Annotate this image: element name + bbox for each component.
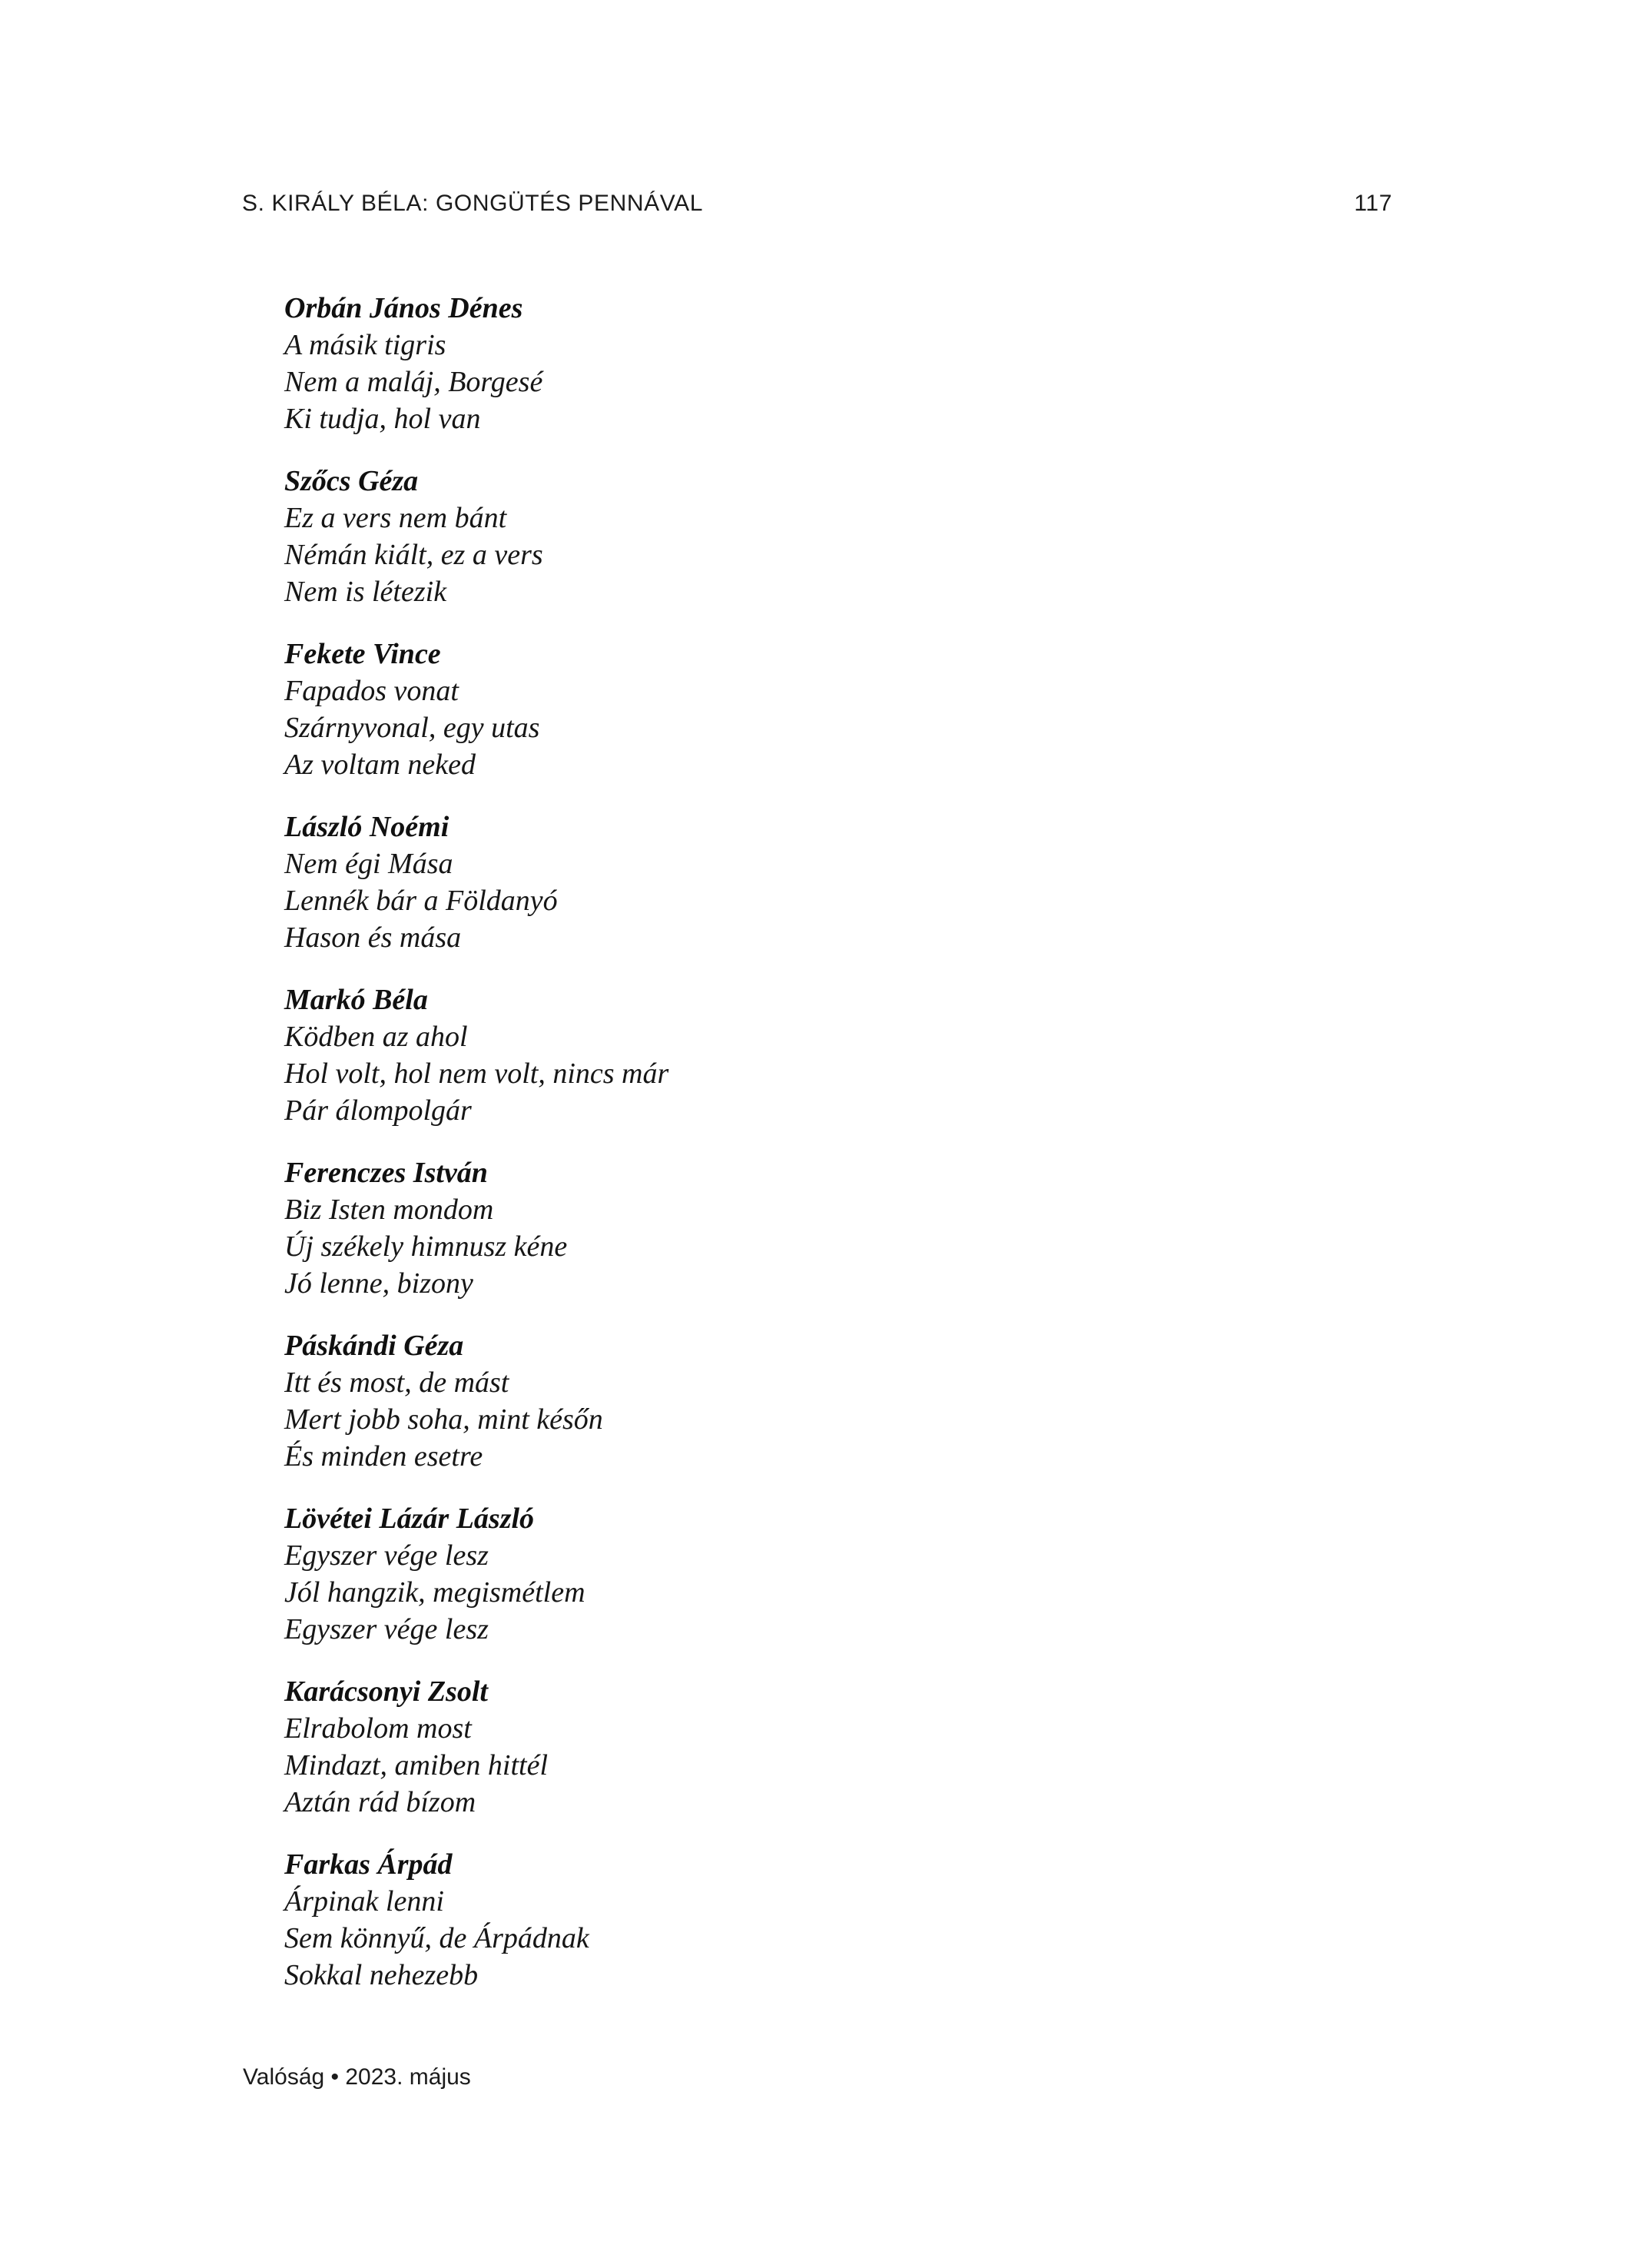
poem-line: Biz Isten mondom: [284, 1194, 494, 1226]
poem-line: Pár álompolgár: [284, 1094, 472, 1127]
poem-line: Nem égi Mása: [284, 848, 453, 880]
poem-line: Az voltam neked: [284, 749, 476, 781]
poem-line: Hol volt, hol nem volt, nincs már: [284, 1058, 669, 1090]
poem-line: Új székely himnusz kéne: [284, 1230, 568, 1263]
poem-line: Nem a maláj, Borgesé: [284, 366, 543, 398]
poem-block: [284, 981, 1360, 1129]
poem-line: Aztán rád bízom: [284, 1786, 476, 1818]
poem-author: Karácsonyi Zsolt: [284, 1675, 488, 1708]
poem-line: Sem könnyű, de Árpádnak: [284, 1922, 589, 1954]
poem-author: Fekete Vince: [284, 638, 441, 670]
poem-line: Hason és mása: [284, 921, 462, 954]
poem-line: Itt és most, de mást: [284, 1366, 509, 1399]
poem-author: Orbán János Dénes: [284, 292, 523, 324]
poem-line: Szárnyvonal, egy utas: [284, 712, 540, 744]
poem-block: [284, 1846, 1360, 1994]
poem-block: [284, 1673, 1360, 1821]
poem-line: És minden esetre: [284, 1440, 483, 1473]
poem-block: [284, 1154, 1360, 1302]
poem-block: [284, 809, 1360, 956]
poem-line: Ködben az ahol: [284, 1021, 468, 1053]
journal-footer: [243, 2064, 471, 2090]
poem-author: Ferenczes István: [284, 1157, 488, 1189]
poem-block: [284, 1327, 1360, 1475]
poem-author: Farkas Árpád: [284, 1848, 453, 1881]
poem-line: Jó lenne, bizony: [284, 1267, 473, 1300]
poem-line: Ez a vers nem bánt: [284, 502, 507, 534]
poem-list: [284, 290, 1360, 2019]
poem-block: [284, 636, 1360, 783]
poem-line: Egyszer vége lesz: [284, 1539, 489, 1572]
journal-footer-text: Valóság • 2023. május: [243, 2064, 471, 2090]
poem-line: Mert jobb soha, mint későn: [284, 1403, 603, 1436]
poem-author: Páskándi Géza: [284, 1330, 464, 1362]
poem-line: Árpinak lenni: [284, 1885, 444, 1918]
poem-line: Lennék bár a Földanyó: [284, 885, 558, 917]
running-header-title: S. KIRÁLY BÉLA: GONGÜTÉS PENNÁVAL: [242, 191, 703, 216]
poem-line: Elrabolom most: [284, 1712, 472, 1745]
poem-block: [284, 463, 1360, 610]
poem-author: László Noémi: [284, 811, 449, 843]
poem-line: A másik tigris: [284, 329, 446, 361]
poem-author: Markó Béla: [284, 984, 428, 1016]
poem-line: Fapados vonat: [284, 675, 459, 707]
poem-author: Szőcs Géza: [284, 465, 419, 497]
running-header: [242, 191, 1392, 217]
poem-line: Nem is létezik: [284, 576, 447, 608]
page-number: 117: [1354, 191, 1392, 216]
poem-block: [284, 290, 1360, 437]
poem-line: Mindazt, amiben hittél: [284, 1749, 549, 1782]
poem-block: [284, 1500, 1360, 1648]
poem-line: Ki tudja, hol van: [284, 403, 481, 435]
poem-line: Jól hangzik, megismétlem: [284, 1576, 585, 1609]
poem-line: Egyszer vége lesz: [284, 1613, 489, 1645]
poem-author: Lövétei Lázár László: [284, 1503, 535, 1535]
poem-line: Némán kiált, ez a vers: [284, 539, 543, 571]
poem-line: Sokkal nehezebb: [284, 1959, 479, 1991]
